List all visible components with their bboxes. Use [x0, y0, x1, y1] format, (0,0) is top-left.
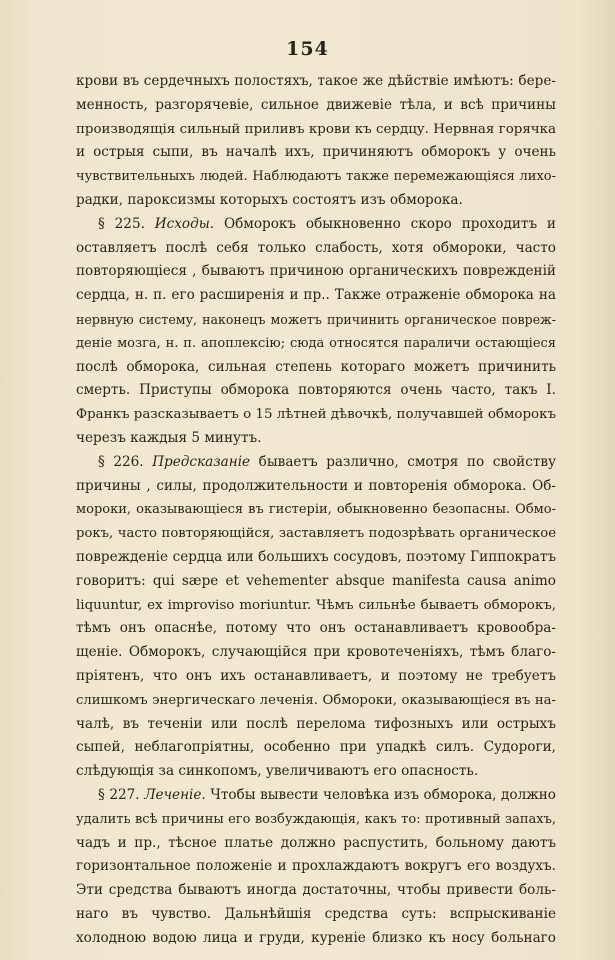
section-heading: Предсказаніе	[152, 453, 251, 470]
text-line	[76, 736, 556, 760]
line-text: щеніе. Обморокъ, случающійся при кровотеченіяхъ, тѣмъ благо-	[76, 644, 556, 661]
text-line	[76, 570, 556, 594]
text-line	[76, 713, 556, 737]
text-line	[76, 189, 556, 213]
text-line	[76, 546, 556, 570]
line-text: менность, разгорячевіе, сильное движевіе тѣла, и всѣ причины	[76, 96, 556, 113]
line-text: говоритъ: qui sæpe et vehementer absque manifesta causa animo	[76, 572, 556, 589]
line-text: повторяющіеся , бываютъ причиною органическихъ поврежденій	[76, 263, 556, 280]
text-line	[76, 879, 556, 903]
text-line	[76, 832, 556, 856]
text-line	[76, 617, 556, 641]
line-text: и острыя сыпи, въ началѣ ихъ, причиняютъ обморокъ у очень	[76, 144, 556, 161]
text-line	[76, 427, 556, 451]
line-text: Эти средства бываютъ иногда достаточны, чтобы привести боль-	[76, 882, 556, 899]
line-text: нервную систему, наконецъ можетъ причинить органическое повреж-	[76, 311, 556, 327]
line-text: пріятенъ, что онъ ихъ останавливаетъ, и поэтому не требуетъ	[76, 667, 556, 684]
text-line	[76, 403, 556, 427]
text-line	[76, 808, 556, 832]
text-line	[76, 903, 556, 927]
text-line	[76, 284, 556, 308]
section-number: § 226.	[98, 453, 144, 470]
line-text: смерть. Приступы обморока повторяются очень часто, такъ I.	[76, 382, 556, 399]
text-line	[76, 141, 556, 165]
line-text: крови въ сердечныхъ полостяхъ, такое же дѣйствіе имѣютъ: бере-	[76, 73, 556, 89]
text-line	[76, 94, 556, 118]
text-line	[76, 498, 556, 522]
line-text: слишкомъ энергическаго леченія. Обмороки, оказывающіеся въ на-	[76, 692, 556, 708]
line-text: тѣмъ онъ опаснѣе, потому что онъ останавливаетъ кровообра-	[76, 620, 556, 637]
line-text: удалить всѣ причины его возбуждающія, какъ то: противный запахъ,	[76, 811, 556, 827]
text-line	[76, 689, 556, 713]
text-line	[76, 332, 556, 356]
text-line	[76, 475, 556, 499]
text-line	[76, 213, 556, 237]
text-line	[76, 855, 556, 879]
text-line	[76, 308, 556, 332]
line-text: оставляетъ послѣ себя только слабость, хотя обмороки, часто	[76, 239, 556, 256]
line-text: Франкъ разсказываетъ о 15 лѣтней дѣвочкѣ, получавшей обморокъ	[76, 407, 556, 423]
line-text: поврежденіе сердца или большихъ сосудовъ, поэтому Гиппократъ	[76, 548, 556, 565]
text-line	[76, 356, 556, 380]
text-line	[76, 641, 556, 665]
line-text: сердца, н. п. его расширенія и пр.. Также отраженіе обморока на	[76, 287, 556, 304]
line-text: радки, пароксизмы которыхъ состоятъ изъ обморока.	[76, 191, 463, 208]
text-line	[76, 594, 556, 618]
text-line	[76, 165, 556, 189]
section-number: § 225.	[98, 215, 145, 232]
text-line	[76, 522, 556, 546]
line-text: наго въ чувство. Дальнѣйшія средства суть: вспрыскиваніе	[76, 905, 556, 922]
line-text: чадъ и пр., тѣсное платье должно распустить, больному даютъ	[76, 834, 556, 851]
body-text	[76, 70, 556, 950]
section-heading: Исходы.	[154, 215, 215, 232]
section-number: § 227.	[98, 786, 140, 803]
line-text: Обморокъ обыкновенно скоро проходитъ и	[223, 215, 556, 232]
line-text: холодною водою лица и груди, куреніе близко къ носу больнаго	[76, 929, 556, 946]
line-text: послѣ обморока, сильная степень котораго можетъ причинить	[76, 358, 556, 375]
line-text: Чтобы вывести человѣка изъ обморока, должно	[210, 786, 556, 803]
line-text: слѣдующія за синкопомъ, увеличиваютъ его опасность.	[76, 763, 479, 780]
line-text: рокъ, часто повторяющійся, заставляетъ подозрѣвать органическое	[76, 526, 556, 542]
line-text: причины , силы, продолжительности и повторенія обморока. Об-	[76, 477, 556, 494]
text-line	[76, 260, 556, 284]
line-text: деніе мозга, н. п. апоплексію; сюда относятся параличи остающіеся	[76, 335, 556, 351]
line-text: сыпей, неблагопріятны, особенно при упадкѣ силъ. Судороги,	[76, 739, 556, 756]
text-line	[76, 118, 556, 142]
line-text: чалѣ, въ теченіи или послѣ перелома тифозныхъ или острыхъ	[76, 715, 556, 732]
line-text: бываетъ различно, смотря по свойству	[258, 453, 557, 470]
line-text: liquuntur, ex improviso moriuntur. Чѣмъ сильнѣе бываетъ обморокъ,	[76, 597, 556, 613]
text-line	[76, 379, 556, 403]
line-text: мороки, оказывающіеся въ гистеріи, обыкновенно безопасны. Обмо-	[76, 502, 556, 518]
text-line	[76, 451, 556, 475]
text-line	[76, 784, 556, 808]
line-text: горизонтальное положеніе и прохлаждаютъ вокругъ его воздухъ.	[76, 858, 556, 875]
page-number: 154	[286, 38, 329, 60]
text-line	[76, 237, 556, 261]
text-line	[76, 665, 556, 689]
text-line	[76, 760, 556, 784]
line-text: производящія сильный приливъ крови къ сердцу. Нервная горячка	[76, 121, 556, 137]
text-line	[76, 70, 556, 94]
text-line	[76, 927, 556, 951]
section-heading: Леченіе.	[144, 786, 206, 803]
line-text: черезъ каждыя 5 минутъ.	[76, 429, 262, 446]
line-text: чувствительныхъ людей. Наблюдаютъ также перемежающіяся лихо-	[76, 169, 556, 185]
